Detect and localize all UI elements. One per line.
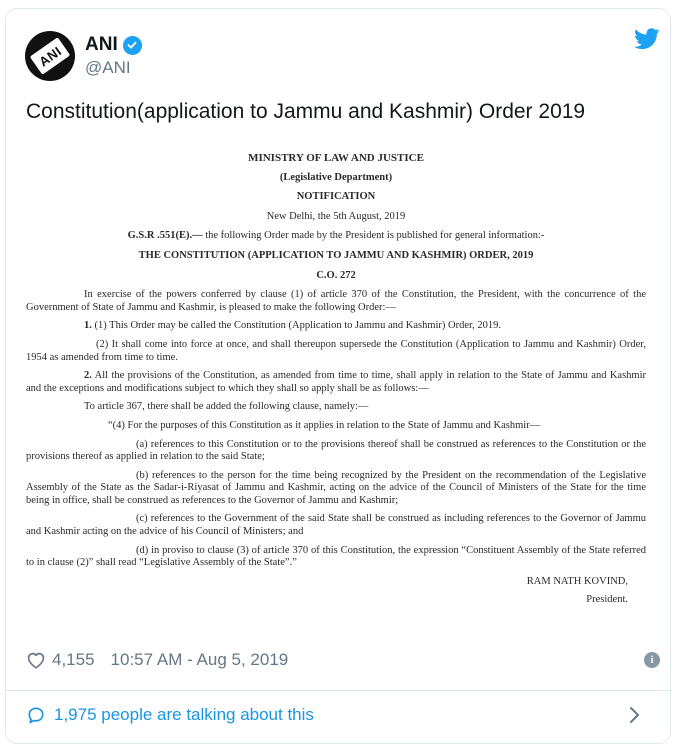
doc-signatory-title: President.	[586, 594, 628, 606]
chevron-right-icon[interactable]	[624, 705, 644, 725]
doc-gsr-label: G.S.R .551(E).—	[127, 230, 203, 242]
tweet-meta	[26, 647, 288, 673]
tweet-timestamp[interactable]: 10:57 AM - Aug 5, 2019	[110, 650, 289, 669]
attached-document-image[interactable]	[26, 143, 646, 635]
doc-para-1	[26, 320, 646, 333]
doc-clause-a: (a) references to this Constitution or to the provisions thereof shall be construed as references to the Constitution or the provisions thereof as applied in relation to the said State;	[26, 438, 646, 463]
doc-para-1-text: (1) This Order may be called the Constitution (Application to Jammu and Kashmir) Order, 2019.	[91, 320, 501, 332]
doc-clause-4: “(4) For the purposes of this Constitution as it applies in relation to the State of Jammu and Kashmir—	[108, 419, 541, 431]
doc-signatory: RAM NATH KOVIND,	[526, 575, 628, 587]
info-icon[interactable]: i	[644, 652, 660, 668]
doc-gsr-text: the following Order made by the President is published for general information:-	[202, 230, 545, 242]
account-handle[interactable]: @ANI	[85, 58, 131, 77]
verified-badge-icon	[123, 36, 142, 55]
tweet-text: Constitution(application to Jammu and Kashmir) Order 2019	[26, 100, 586, 123]
doc-co-number: C.O. 272	[316, 269, 356, 281]
account-names	[85, 34, 142, 78]
avatar-logo-text: ANI	[35, 43, 65, 69]
footer-divider	[5, 690, 671, 691]
doc-para-1-label: 1.	[84, 320, 92, 332]
doc-ministry: MINISTRY OF LAW AND JUSTICE	[248, 152, 424, 164]
doc-department: (Legislative Department)	[279, 171, 393, 183]
doc-para-2-label: 2.	[84, 370, 92, 382]
ani-logo	[30, 37, 70, 75]
display-name[interactable]: ANI	[85, 34, 118, 55]
doc-order-title: THE CONSTITUTION (APPLICATION TO JAMMU AND KASHMIR) ORDER, 2019	[138, 249, 534, 261]
doc-clause-d: (d) in proviso to clause (3) of article 370 of this Constitution, the expression “Constituent Assembly of the State referred to in clause (2)” shall read “Legislative Assembly of the State”.”	[26, 544, 646, 569]
heart-icon[interactable]	[26, 651, 46, 669]
speech-bubble-icon	[26, 705, 46, 725]
avatar[interactable]	[25, 31, 75, 81]
doc-para-2-text: All the provisions of the Constitution, as amended from time to time, shall apply in relation to the State of Jammu and Kashmir and the exceptions and modifications subject to which they shall so apply shall be as follows:—	[26, 370, 646, 394]
like-count[interactable]: 4,155	[52, 650, 95, 669]
doc-clause-c: (c) references to the Government of the said State shall be construed as including references to the Governor of Jammu and Kashmir acting on the advice of his Council of Ministers; and	[26, 513, 646, 538]
doc-article-367: To article 367, there shall be added the following clause, namely:—	[84, 401, 369, 413]
doc-place-date: New Delhi, the 5th August, 2019	[266, 210, 406, 222]
tweet-header	[25, 26, 142, 86]
doc-notification: NOTIFICATION	[296, 191, 376, 203]
doc-gsr	[26, 230, 646, 243]
doc-para-1-2: (2) It shall come into force at once, and shall thereupon supersede the Constitution (Application to Jammu and Kashmir) Order, 1954 as amended from time to time.	[26, 338, 646, 363]
doc-clause-b: (b) references to the person for the time being recognized by the President on the recommendation of the Legislative Assembly of the State as the Sadar-i-Riyasat of Jammu and Kashmir, acting on the advice of the Council of Ministers of the State for the time being in office, shall be construed as references to the Governor of Jammu and Kashmir;	[26, 469, 646, 506]
doc-para-2	[26, 370, 646, 395]
name-row	[85, 34, 142, 56]
conversation-link[interactable]	[26, 702, 314, 728]
doc-preamble: In exercise of the powers conferred by clause (1) of article 370 of the Constitution, the President, with the concurrence of the Government of State of Jammu and Kashmir, is pleased to make the following Order:—	[26, 289, 646, 313]
twitter-bird-icon[interactable]	[634, 28, 660, 50]
conversation-count-text[interactable]: 1,975 people are talking about this	[54, 705, 314, 724]
